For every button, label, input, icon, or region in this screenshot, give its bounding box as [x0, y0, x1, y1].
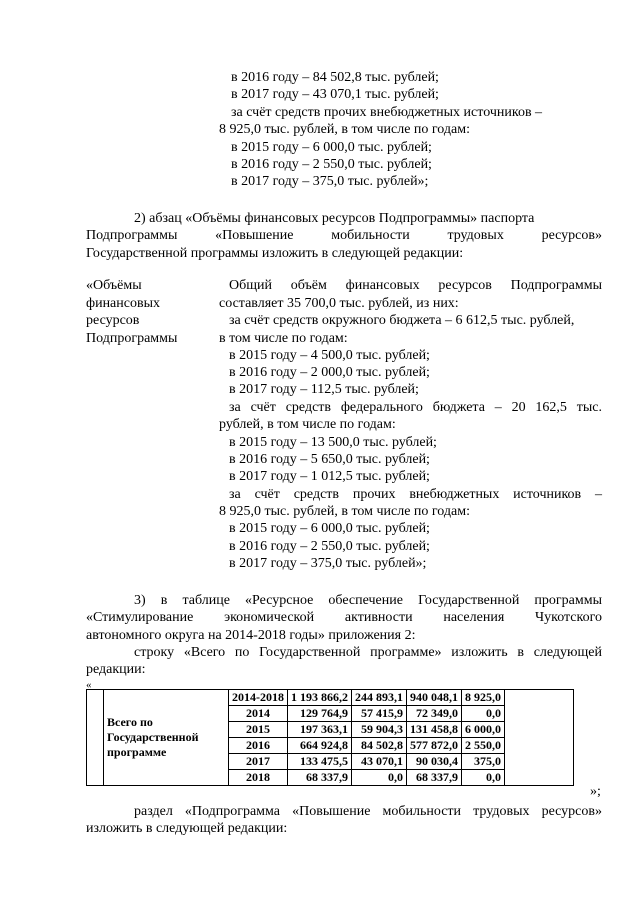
- table-cell: 90 030,4: [407, 754, 462, 770]
- top-line: в 2016 году – 84 502,8 тыс. рублей;: [231, 70, 439, 85]
- table-cell: 2014: [229, 706, 288, 722]
- paragraph-line: редакции:: [86, 662, 146, 677]
- table-cell: 2018: [229, 770, 288, 786]
- paragraph-line: Подпрограммы «Повышение мобильности трудовых ресурсов»: [86, 228, 602, 243]
- passport-line: в 2017 году – 1 012,5 тыс. рублей;: [229, 469, 430, 484]
- table-cell: 59 904,3: [352, 722, 407, 738]
- passport-line: в том числе по годам:: [219, 331, 348, 346]
- label-line: «Объёмы: [86, 278, 142, 293]
- top-line: в 2015 году – 6 000,0 тыс. рублей;: [231, 140, 432, 155]
- passport-line: составляет 35 700,0 тыс. рублей, из них:: [219, 296, 459, 311]
- top-line: 8 925,0 тыс. рублей, в том числе по годам:: [219, 122, 470, 137]
- table-cell: 244 893,1: [352, 690, 407, 706]
- table-cell: 84 502,8: [352, 738, 407, 754]
- table-cell: 375,0: [462, 754, 505, 770]
- passport-line: за счёт средств окружного бюджета – 6 612,5 тыс. рублей,: [229, 313, 575, 328]
- passport-line: 8 925,0 тыс. рублей, в том числе по годам:: [219, 504, 470, 519]
- top-line: в 2017 году – 375,0 тыс. рублей»;: [231, 174, 429, 189]
- table-cell: 1 193 866,2: [288, 690, 352, 706]
- passport-line: в 2015 году – 6 000,0 тыс. рублей;: [229, 521, 430, 536]
- table-cell: 2014-2018: [229, 690, 288, 706]
- passport-line: в 2015 году – 4 500,0 тыс. рублей;: [229, 348, 430, 363]
- table-cell: 2016: [229, 738, 288, 754]
- table-cell: 68 337,9: [288, 770, 352, 786]
- paragraph-line: раздел «Подпрограмма «Повышение мобильности трудовых ресурсов»: [134, 804, 602, 819]
- passport-line: в 2017 году – 112,5 тыс. рублей;: [229, 382, 419, 397]
- passport-line: за счёт средств федерального бюджета – 20 162,5 тыс.: [229, 400, 602, 415]
- paragraph-line: 3) в таблице «Ресурсное обеспечение Государственной программы: [134, 593, 602, 608]
- passport-line: Общий объём финансовых ресурсов Подпрограммы: [229, 278, 602, 293]
- passport-line: в 2016 году – 5 650,0 тыс. рублей;: [229, 452, 430, 467]
- blank-cell: [505, 690, 574, 786]
- resource-table: [86, 689, 574, 786]
- table-cell: 133 475,5: [288, 754, 352, 770]
- table-cell: 0,0: [352, 770, 407, 786]
- table-cell: 2 550,0: [462, 738, 505, 754]
- top-line: в 2017 году – 43 070,1 тыс. рублей;: [231, 87, 439, 102]
- passport-line: в 2016 году – 2 000,0 тыс. рублей;: [229, 365, 430, 380]
- paragraph-line: 2) абзац «Объёмы финансовых ресурсов Подпрограммы» паспорта: [134, 211, 535, 226]
- paragraph-line: автономного округа на 2014-2018 годы» приложения 2:: [86, 628, 416, 643]
- table-cell: 43 070,1: [352, 754, 407, 770]
- table-cell: 68 337,9: [407, 770, 462, 786]
- table-cell: 131 458,8: [407, 722, 462, 738]
- table-cell: 577 872,0: [407, 738, 462, 754]
- table-cell: 129 764,9: [288, 706, 352, 722]
- label-line: финансовых: [86, 296, 160, 311]
- table-cell: 197 363,1: [288, 722, 352, 738]
- table-cell: 664 924,8: [288, 738, 352, 754]
- passport-line: за счёт средств прочих внебюджетных источников –: [229, 487, 602, 502]
- table-cell: 72 349,0: [407, 706, 462, 722]
- table-cell: 0,0: [462, 706, 505, 722]
- closing-quote: »;: [590, 784, 601, 799]
- table-cell: 940 048,1: [407, 690, 462, 706]
- table-cell: 8 925,0: [462, 690, 505, 706]
- paragraph-line: «Стимулирование экономической активности населения Чукотского: [86, 610, 602, 625]
- table-cell: 57 415,9: [352, 706, 407, 722]
- passport-line: в 2015 году – 13 500,0 тыс. рублей;: [229, 435, 437, 450]
- table-cell: 6 000,0: [462, 722, 505, 738]
- passport-line: в 2017 году – 375,0 тыс. рублей»;: [229, 556, 427, 571]
- table-cell: 2017: [229, 754, 288, 770]
- passport-line: рублей, в том числе по годам:: [219, 417, 396, 432]
- top-line: за счёт средств прочих внебюджетных источников –: [231, 105, 543, 120]
- label-line: ресурсов: [86, 313, 140, 328]
- paragraph-line: Государственной программы изложить в следующей редакции:: [86, 246, 464, 261]
- paragraph-line: изложить в следующей редакции:: [86, 821, 288, 836]
- table-cell: 0,0: [462, 770, 505, 786]
- row-label: Всего по Государственной программе: [104, 690, 229, 786]
- passport-line: в 2016 году – 2 550,0 тыс. рублей;: [229, 539, 430, 554]
- top-line: в 2016 году – 2 550,0 тыс. рублей;: [231, 157, 432, 172]
- blank-cell: [87, 690, 104, 786]
- opening-quote: «: [86, 679, 92, 691]
- table-cell: 2015: [229, 722, 288, 738]
- paragraph-line: строку «Всего по Государственной программе» изложить в следующей: [134, 645, 602, 660]
- label-line: Подпрограммы: [86, 331, 178, 346]
- table-row: [87, 690, 574, 706]
